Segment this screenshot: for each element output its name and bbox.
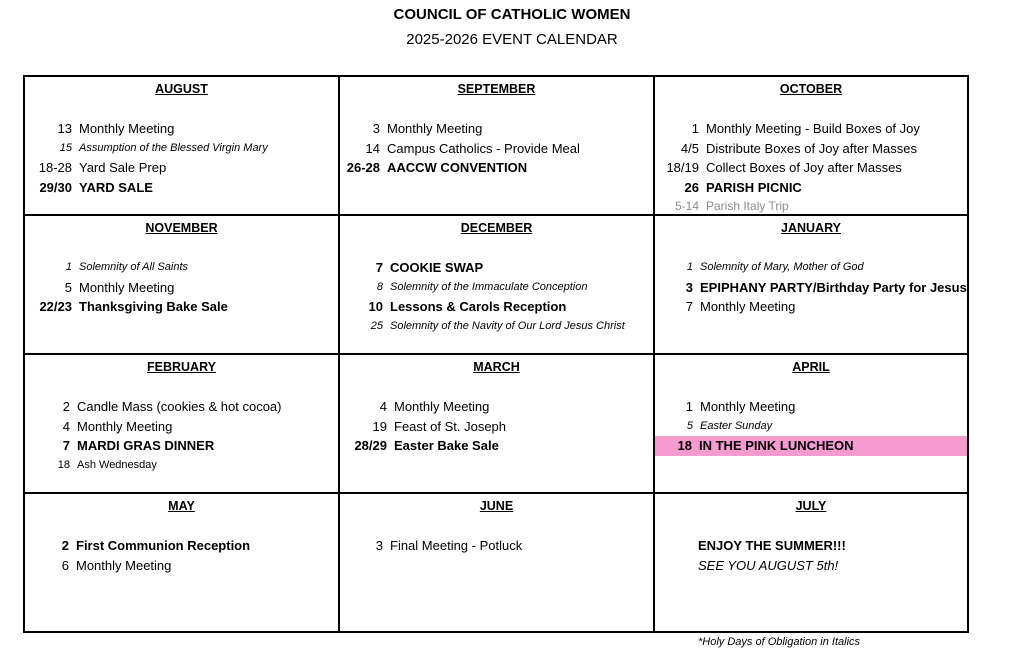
event-row xyxy=(25,536,338,556)
event-date: 28/29 xyxy=(354,438,387,453)
event-row xyxy=(25,158,338,178)
event-name: Monthly Meeting xyxy=(700,399,796,414)
event-row xyxy=(340,417,653,437)
month-heading: JANUARY xyxy=(781,221,841,235)
event-name: Easter Sunday xyxy=(700,419,773,432)
event-date: 7 xyxy=(62,438,70,453)
event-name: Monthly Meeting xyxy=(76,557,172,573)
event-name: Monthly Meeting xyxy=(79,279,175,295)
month-cell-march xyxy=(340,355,655,494)
page-title: COUNCIL OF CATHOLIC WOMEN xyxy=(393,6,631,23)
event-name: Easter Bake Sale xyxy=(394,438,499,453)
month-cell-may xyxy=(25,494,340,631)
event-list xyxy=(655,119,967,216)
event-row xyxy=(655,258,967,278)
event-date: 5-14 xyxy=(674,199,699,213)
month-heading: MAY xyxy=(168,499,195,513)
event-row xyxy=(655,197,967,216)
event-row xyxy=(340,258,653,278)
event-date: 1 xyxy=(691,121,699,136)
event-date: 1 xyxy=(685,399,693,414)
month-cell-october xyxy=(655,77,967,216)
event-date: 4/5 xyxy=(680,140,699,156)
month-heading: NOVEMBER xyxy=(145,221,218,235)
month-cell-july xyxy=(655,494,967,631)
event-row xyxy=(25,258,338,278)
event-row xyxy=(25,397,338,417)
event-name: Feast of St. Joseph xyxy=(394,418,507,434)
event-date: 19 xyxy=(372,418,387,434)
event-name: Monthly Meeting xyxy=(387,121,483,136)
event-date: 1 xyxy=(65,261,72,273)
event-date: 5 xyxy=(64,279,72,295)
event-date: 22/23 xyxy=(39,299,72,314)
event-row xyxy=(25,436,338,456)
event-row xyxy=(340,436,653,456)
event-name: Final Meeting - Potluck xyxy=(390,538,523,553)
event-date: 5 xyxy=(686,419,693,432)
event-row xyxy=(655,278,967,298)
event-list xyxy=(25,119,338,197)
event-name: PARISH PICNIC xyxy=(706,179,802,195)
event-name: COOKIE SWAP xyxy=(390,260,484,275)
month-heading: MARCH xyxy=(473,360,520,374)
event-row xyxy=(340,278,653,298)
event-row xyxy=(25,278,338,298)
event-date: 18 xyxy=(57,458,70,471)
event-name: Collect Boxes of Joy after Masses xyxy=(706,160,902,175)
event-name: Thanksgiving Bake Sale xyxy=(79,299,228,314)
event-name: Monthly Meeting xyxy=(700,299,796,314)
event-name: Monthly Meeting xyxy=(394,399,490,414)
event-name: MARDI GRAS DINNER xyxy=(77,438,215,453)
event-date: 4 xyxy=(62,418,70,434)
event-name: Ash Wednesday xyxy=(77,458,157,471)
event-row xyxy=(25,119,338,139)
event-list xyxy=(340,119,653,178)
month-cell-august xyxy=(25,77,340,216)
month-heading: APRIL xyxy=(792,360,830,374)
event-date: 2 xyxy=(62,399,70,414)
event-row xyxy=(340,119,653,139)
month-heading: DECEMBER xyxy=(460,221,533,235)
event-list xyxy=(655,536,967,575)
event-name: Solemnity of the Navity of Our Lord Jesus Christ xyxy=(390,319,625,332)
calendar-grid xyxy=(23,75,969,633)
event-row xyxy=(25,456,338,476)
month-cell-september xyxy=(340,77,655,216)
event-name: First Communion Reception xyxy=(76,538,251,553)
event-name: Yard Sale Prep xyxy=(79,160,167,175)
event-name: AACCW CONVENTION xyxy=(387,160,528,175)
highlighted-event xyxy=(655,436,967,456)
page-subtitle: 2025-2026 EVENT CALENDAR xyxy=(406,31,618,48)
event-name: Monthly Meeting xyxy=(77,418,173,434)
month-heading: SEPTEMBER xyxy=(457,82,536,96)
footnote: *Holy Days of Obligation in Italics xyxy=(698,636,861,648)
event-name: Campus Catholics - Provide Meal xyxy=(387,140,580,156)
event-name: Candle Mass (cookies & hot cocoa) xyxy=(77,399,282,414)
event-row xyxy=(655,119,967,139)
event-name: Lessons & Carols Reception xyxy=(390,299,567,314)
event-row xyxy=(340,397,653,417)
event-date: 18/19 xyxy=(666,160,699,175)
event-list xyxy=(340,536,653,556)
event-row xyxy=(655,139,967,159)
event-date: 3 xyxy=(375,538,383,553)
event-date: 15 xyxy=(59,141,72,154)
month-cell-december xyxy=(340,216,655,355)
event-name: Monthly Meeting - Build Boxes of Joy xyxy=(706,121,920,136)
event-date: 4 xyxy=(379,399,387,414)
event-row xyxy=(25,556,338,576)
month-cell-june xyxy=(340,494,655,631)
event-name: YARD SALE xyxy=(79,179,153,195)
event-row xyxy=(655,556,967,576)
event-date: 13 xyxy=(57,121,72,136)
event-row xyxy=(655,417,967,437)
event-date: 2 xyxy=(61,538,69,553)
event-list xyxy=(655,397,967,456)
event-row xyxy=(655,536,967,556)
event-row xyxy=(655,158,967,178)
event-date: 29/30 xyxy=(39,179,72,195)
event-date: 6 xyxy=(61,557,69,573)
month-heading: JUNE xyxy=(479,499,514,513)
month-heading: FEBRUARY xyxy=(147,360,216,374)
event-name: Solemnity of Mary, Mother of God xyxy=(700,261,864,273)
event-name: Parish Italy Trip xyxy=(706,199,789,213)
event-row xyxy=(340,536,653,556)
month-cell-april xyxy=(655,355,967,494)
event-list xyxy=(25,397,338,475)
month-cell-november xyxy=(25,216,340,355)
event-date: 3 xyxy=(685,279,693,295)
month-cell-january xyxy=(655,216,967,355)
month-heading: AUGUST xyxy=(155,82,208,96)
event-list xyxy=(25,536,338,575)
event-date: 7 xyxy=(685,299,693,314)
event-date: 1 xyxy=(686,261,693,273)
event-name: ENJOY THE SUMMER!!! xyxy=(698,538,846,553)
event-date: 7 xyxy=(375,260,383,275)
event-row xyxy=(25,297,338,317)
event-name: Assumption of the Blessed Virgin Mary xyxy=(79,141,268,154)
event-name: Solemnity of All Saints xyxy=(79,261,189,273)
event-name: IN THE PINK LUNCHEON xyxy=(699,438,854,453)
event-row xyxy=(340,317,653,337)
event-row xyxy=(25,139,338,159)
event-list xyxy=(25,258,338,317)
event-date: 26 xyxy=(684,179,699,195)
event-row xyxy=(25,178,338,198)
event-name: EPIPHANY PARTY/Birthday Party for Jesus xyxy=(700,279,967,295)
event-row xyxy=(25,417,338,437)
event-date: 3 xyxy=(372,121,380,136)
event-row xyxy=(340,139,653,159)
event-name: SEE YOU AUGUST 5th! xyxy=(698,557,839,573)
month-cell-february xyxy=(25,355,340,494)
event-list xyxy=(340,258,653,336)
month-heading: JULY xyxy=(795,499,827,513)
event-date: 10 xyxy=(368,299,383,314)
event-row xyxy=(655,397,967,417)
event-name: Distribute Boxes of Joy after Masses xyxy=(706,140,917,156)
event-list xyxy=(655,258,967,317)
event-date: 25 xyxy=(370,319,383,332)
event-date: 18 xyxy=(677,438,692,453)
event-list xyxy=(340,397,653,456)
event-row xyxy=(340,158,653,178)
event-name: Monthly Meeting xyxy=(79,121,175,136)
event-row xyxy=(655,178,967,198)
event-date: 18-28 xyxy=(38,160,72,175)
month-heading: OCTOBER xyxy=(779,82,843,96)
event-date: 14 xyxy=(365,140,380,156)
event-name: Solemnity of the Immaculate Conception xyxy=(390,280,588,293)
event-date: 26-28 xyxy=(346,160,380,175)
event-row xyxy=(340,297,653,317)
event-row xyxy=(655,297,967,317)
event-date: 8 xyxy=(376,280,383,293)
